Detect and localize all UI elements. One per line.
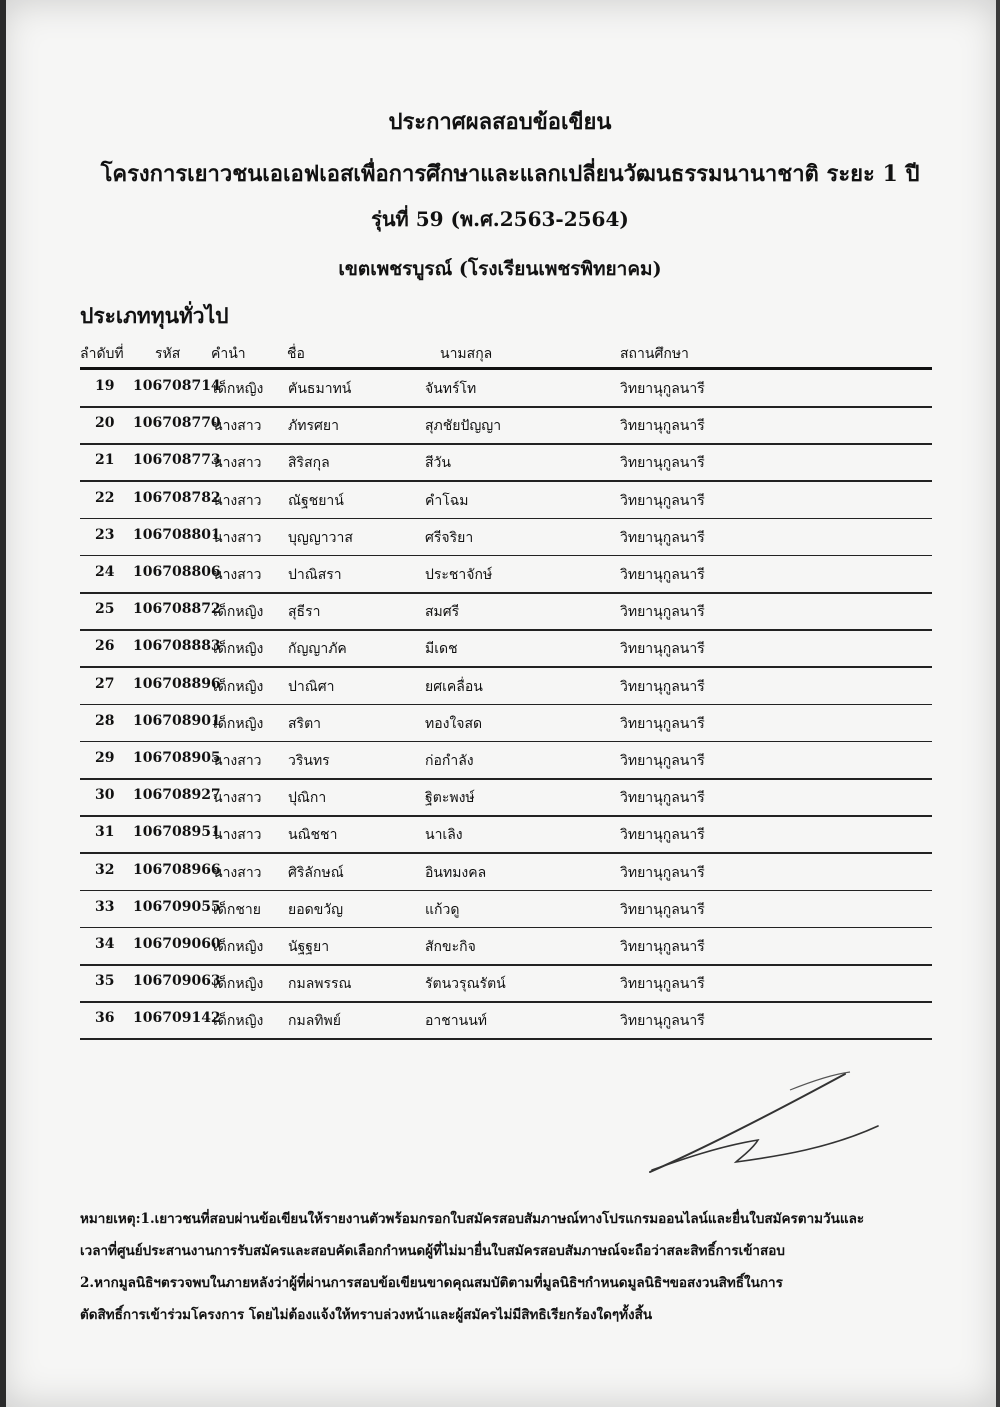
row-last-name: ทองใจสด [425,715,483,732]
row-last-name: จันทร์โท [425,381,477,397]
row-id: 106708801 [133,526,221,543]
row-first-name: สิริสกุล [288,455,330,472]
signature-mark [640,1060,900,1190]
row-last-name: นาเลิง [425,827,463,844]
row-id: 106708905 [133,750,221,766]
row-school: วิทยานุกูลนารี [620,492,705,509]
row-id: 106708773 [133,452,221,469]
table-row [0,409,1000,446]
remarks [80,1203,940,1331]
row-divider [80,927,932,929]
row-first-name: ศิริลักษณ์ [288,864,344,881]
row-divider [80,890,932,892]
row-prefix: เด็กหญิง [213,976,264,993]
row-first-name: นัฐฐยา [288,939,330,955]
row-first-name: ณัฐชยาน์ [288,492,344,509]
column-header-first-name: ชื่อ [287,346,305,362]
row-last-name: มีเดช [425,641,458,658]
row-prefix: นางสาว [213,529,262,546]
column-header-prefix: คำนำ [211,346,246,362]
table-row [0,967,1000,1004]
table-row [0,670,1000,707]
table-row [0,446,1000,483]
row-last-name: ประชาจักษ์ [425,567,493,583]
row-id: 106708770 [133,415,221,432]
table-row [0,856,1000,893]
row-seq: 26 [95,638,115,655]
row-divider [80,518,932,520]
row-divider [80,443,932,445]
row-first-name: บุญญาวาส [288,529,353,546]
row-id: 106709055 [133,898,221,915]
remark-line: ตัดสิทธิ์การเข้าร่วมโครงการ โดยไม่ต้องแจ้งให้ทราบล่วงหน้าและผู้สมัครไม่มีสิทธิเรียกร้องใดๆทั้งสิ้น [80,1307,653,1323]
row-school: วิทยานุกูลนารี [620,939,705,955]
row-last-name: รัตนวรุณรัตน์ [425,976,506,993]
row-school: วิทยานุกูลนารี [620,381,705,397]
row-id: 106709060 [133,936,221,952]
row-first-name: กมลพรรณ [288,976,352,993]
row-school: วิทยานุกูลนารี [620,678,705,695]
row-divider [80,406,932,408]
row-prefix: เด็กหญิง [213,1013,264,1030]
row-school: วิทยานุกูลนารี [620,753,705,769]
remark-line: เวลาที่ศูนย์ประสานงานการรับสมัครและสอบคัดเลือกกำหนดผู้ที่ไม่มายื่นใบสมัครสอบสัมภาษณ์จะถือว่าสละสิทธิ์การเข้าสอบ [80,1243,785,1259]
table-row [0,930,1000,967]
row-divider [80,778,932,780]
row-id: 106708927 [133,787,221,804]
row-first-name: วรินทร [288,753,330,769]
row-school: วิทยานุกูลนารี [620,567,705,583]
table-row [0,893,1000,930]
row-seq: 28 [95,712,115,729]
row-seq: 36 [95,1010,115,1027]
row-first-name: ฅันธมาทน์ [288,381,352,397]
row-id: 106708901 [133,712,221,729]
row-last-name: ฐิตะพงษ์ [425,790,475,807]
row-prefix: นางสาว [213,492,262,509]
row-last-name: อาชานนท์ [425,1013,488,1030]
row-school: วิทยานุกูลนารี [620,529,705,546]
row-last-name: สีวัน [425,455,451,472]
remark-line: 2.หากมูลนิธิฯตรวจพบในภายหลังว่าผู้ที่ผ่านการสอบข้อเขียนขาดคุณสมบัติตามที่มูลนิธิฯกำหนดมูลนิธิฯขอสงวนสิทธิ์ในการ [80,1275,783,1291]
row-school: วิทยานุกูลนารี [620,976,705,993]
row-first-name: นณิชชา [288,827,338,844]
row-last-name: อินทมงคล [425,864,487,881]
row-id: 106708883 [133,638,221,655]
row-first-name: สริตา [288,715,322,732]
row-seq: 34 [95,936,115,952]
row-first-name: กัญญาภัค [288,641,347,658]
row-last-name: แก้วดู [425,901,460,918]
row-seq: 19 [95,378,115,394]
row-last-name: ศรีจริยา [425,529,474,546]
row-school: วิทยานุกูลนารี [620,641,705,658]
header-rule [80,367,932,370]
row-school: วิทยานุกูลนารี [620,1013,705,1030]
row-school: วิทยานุกูลนารี [620,827,705,844]
row-first-name: ปาณิศา [288,678,335,695]
row-prefix: นางสาว [213,790,262,807]
row-divider [80,741,932,743]
row-divider [80,666,932,668]
region-title: เขตเพชรบูรณ์ (โรงเรียนเพชรพิทยาคม) [338,258,662,280]
row-seq: 21 [95,452,115,469]
row-school: วิทยานุกูลนารี [620,864,705,881]
column-header-last-name: นามสกุล [440,346,493,362]
row-seq: 23 [95,526,115,543]
row-last-name: คำโฉม [425,492,469,509]
row-seq: 29 [95,750,115,766]
row-prefix: เด็กชาย [213,901,261,918]
row-prefix: นางสาว [213,864,262,881]
row-id: 106708872 [133,601,221,618]
row-first-name: ภัทรศยา [288,418,339,435]
row-last-name: สุภชัยปัญญา [425,418,502,435]
row-divider [80,704,932,706]
row-prefix: เด็กหญิง [213,939,264,955]
table-row [0,781,1000,818]
row-prefix: เด็กหญิง [213,381,264,397]
row-school: วิทยานุกูลนารี [620,418,705,435]
row-prefix: นางสาว [213,567,262,583]
row-last-name: สมศรี [425,604,460,621]
table-row [0,707,1000,744]
row-first-name: สุธีรา [288,604,321,621]
remark-line: หมายเหตุ:1.เยาวชนที่สอบผ่านข้อเขียนให้รายงานตัวพร้อมกรอกใบสมัครสอบสัมภาษณ์ทางโปรแกรมออนไลน์และยื่นใบสมัครตามวันและ [80,1211,865,1227]
row-prefix: เด็กหญิง [213,678,264,695]
table-row [0,632,1000,669]
table-row [0,372,1000,409]
table-row [0,818,1000,855]
row-seq: 25 [95,601,115,618]
row-divider [80,555,932,557]
column-header-school: สถานศึกษา [620,346,689,362]
row-school: วิทยานุกูลนารี [620,455,705,472]
row-seq: 33 [95,898,115,915]
row-first-name: กมลทิพย์ [288,1013,341,1030]
row-prefix: นางสาว [213,455,262,472]
row-last-name: ยศเคลื่อน [425,678,483,695]
row-seq: 30 [95,787,115,804]
row-divider [80,1001,932,1003]
row-divider [80,629,932,631]
row-seq: 31 [95,824,115,841]
row-id: 106708951 [133,824,221,841]
row-school: วิทยานุกูลนารี [620,604,705,621]
row-id: 106708782 [133,489,221,506]
row-divider [80,964,932,966]
row-first-name: ปุณิกา [288,790,327,807]
row-id: 106708806 [133,564,221,580]
row-school: วิทยานุกูลนารี [620,715,705,732]
section-title: ประเภททุนทั่วไป [80,303,229,328]
row-id: 106709142 [133,1010,221,1027]
row-first-name: ปาณิสรา [288,567,342,583]
announcement-title: ประกาศผลสอบข้อเขียน [388,109,612,135]
table-row [0,484,1000,521]
column-header-id: รหัส [155,346,181,362]
batch-title: รุ่นที่ 59 (พ.ศ.2563-2564) [371,207,629,231]
row-last-name: สักขะกิจ [425,939,476,955]
row-seq: 27 [95,675,115,692]
row-seq: 32 [95,861,115,878]
column-header-seq: ลำดับที่ [80,346,124,362]
row-seq: 35 [95,973,115,990]
row-divider [80,815,932,817]
program-title: โครงการเยาวชนเอเอฟเอสเพื่อการศึกษาและแลกเปลี่ยนวัฒนธรรมนานาชาติ ระยะ 1 ปี [100,161,920,187]
row-id: 106708896 [133,675,221,692]
row-school: วิทยานุกูลนารี [620,790,705,807]
row-id: 106709063 [133,973,221,990]
row-prefix: เด็กหญิง [213,641,264,658]
row-divider [80,592,932,594]
row-prefix: เด็กหญิง [213,715,264,732]
row-prefix: นางสาว [213,418,262,435]
row-prefix: นางสาว [213,753,262,769]
table-row [0,558,1000,595]
row-prefix: นางสาว [213,827,262,844]
row-divider [80,480,932,482]
table-row [0,1004,1000,1041]
row-seq: 22 [95,489,115,506]
row-id: 106708966 [133,861,221,878]
row-school: วิทยานุกูลนารี [620,901,705,918]
row-last-name: ก่อกำลัง [425,753,474,769]
row-divider [80,1038,932,1040]
row-prefix: เด็กหญิง [213,604,264,621]
row-id: 106708714 [133,378,221,394]
table-row [0,595,1000,632]
row-first-name: ยอดขวัญ [288,901,344,918]
row-seq: 24 [95,564,115,580]
row-divider [80,852,932,854]
row-seq: 20 [95,415,115,432]
table-row [0,744,1000,781]
table-row [0,521,1000,558]
